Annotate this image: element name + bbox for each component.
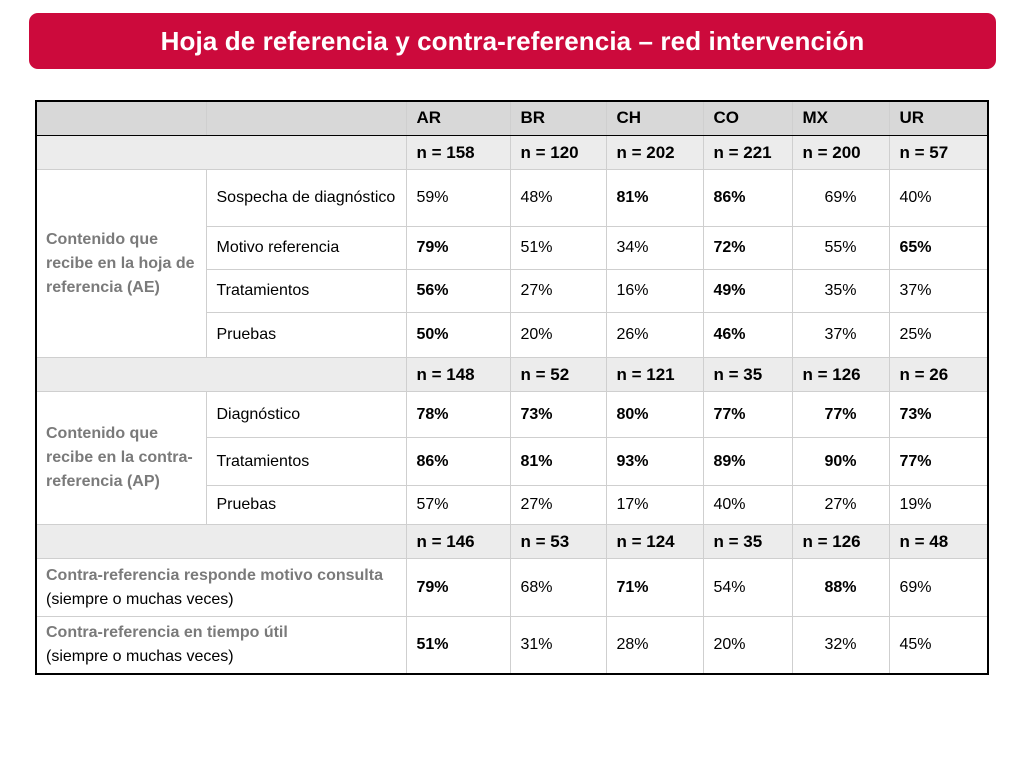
value-cell: 27% (510, 270, 606, 313)
table-row (36, 392, 988, 438)
value-cell: 93% (606, 438, 703, 486)
row-label: Tratamientos (206, 438, 406, 486)
n-blank (36, 358, 206, 392)
value-cell: 32% (792, 617, 889, 674)
value-cell: 49% (703, 270, 792, 313)
n-cell: n = 158 (406, 136, 510, 170)
n-cell: n = 57 (889, 136, 988, 170)
value-cell: 72% (703, 227, 792, 270)
value-cell: 68% (510, 559, 606, 617)
value-cell: 20% (510, 313, 606, 358)
value-cell: 55% (792, 227, 889, 270)
col-header: AR (406, 101, 510, 136)
value-cell: 86% (406, 438, 510, 486)
row-label-rest: (siempre o muchas veces) (46, 648, 234, 665)
value-cell: 34% (606, 227, 703, 270)
value-cell: 77% (792, 392, 889, 438)
value-cell: 27% (510, 486, 606, 525)
n-cell: n = 126 (792, 525, 889, 559)
data-table (36, 101, 988, 674)
value-cell: 89% (703, 438, 792, 486)
row-label: Diagnóstico (206, 392, 406, 438)
value-cell: 19% (889, 486, 988, 525)
row-label-bold: Contra-referencia en tiempo útil (46, 624, 288, 641)
n-blank (206, 358, 406, 392)
table-row (36, 559, 988, 617)
n-row (36, 358, 988, 392)
value-cell: 73% (889, 392, 988, 438)
header-blank (36, 101, 206, 136)
n-cell: n = 35 (703, 358, 792, 392)
row-label: Sospecha de diagnóstico (206, 170, 406, 227)
value-cell: 77% (703, 392, 792, 438)
value-cell: 35% (792, 270, 889, 313)
value-cell: 25% (889, 313, 988, 358)
table-row (36, 617, 988, 674)
n-row (36, 136, 988, 170)
value-cell: 73% (510, 392, 606, 438)
value-cell: 37% (792, 313, 889, 358)
col-header: UR (889, 101, 988, 136)
value-cell: 20% (703, 617, 792, 674)
value-cell: 88% (792, 559, 889, 617)
row-label-rest: (siempre o muchas veces) (46, 590, 234, 608)
value-cell: 65% (889, 227, 988, 270)
n-cell: n = 126 (792, 358, 889, 392)
n-cell: n = 148 (406, 358, 510, 392)
group-label-ae: Contenido que recibe en la hoja de referencia (AE) (36, 170, 206, 358)
header-blank (206, 101, 406, 136)
n-cell: n = 200 (792, 136, 889, 170)
row-label-bold: Contra-referencia responde motivo consulta (46, 566, 383, 584)
value-cell: 86% (703, 170, 792, 227)
n-cell: n = 26 (889, 358, 988, 392)
table-row (36, 170, 988, 227)
value-cell: 79% (406, 559, 510, 617)
n-row (36, 525, 988, 559)
n-cell: n = 53 (510, 525, 606, 559)
value-cell: 80% (606, 392, 703, 438)
value-cell: 59% (406, 170, 510, 227)
col-header: CH (606, 101, 703, 136)
value-cell: 71% (606, 559, 703, 617)
value-cell: 48% (510, 170, 606, 227)
col-header: CO (703, 101, 792, 136)
value-cell: 40% (889, 170, 988, 227)
n-cell: n = 35 (703, 525, 792, 559)
col-header: BR (510, 101, 606, 136)
n-cell: n = 202 (606, 136, 703, 170)
header-row (36, 101, 988, 136)
n-cell: n = 120 (510, 136, 606, 170)
n-cell: n = 221 (703, 136, 792, 170)
value-cell: 40% (703, 486, 792, 525)
n-cell: n = 52 (510, 358, 606, 392)
value-cell: 79% (406, 227, 510, 270)
col-header: MX (792, 101, 889, 136)
value-cell: 54% (703, 559, 792, 617)
value-cell: 17% (606, 486, 703, 525)
value-cell: 51% (510, 227, 606, 270)
value-cell: 28% (606, 617, 703, 674)
value-cell: 37% (889, 270, 988, 313)
n-blank (36, 525, 206, 559)
value-cell: 69% (889, 559, 988, 617)
n-blank (36, 136, 206, 170)
n-blank (206, 136, 406, 170)
row-label (36, 559, 406, 617)
value-cell: 69% (792, 170, 889, 227)
value-cell: 50% (406, 313, 510, 358)
value-cell: 16% (606, 270, 703, 313)
row-label: Pruebas (206, 313, 406, 358)
row-label: Motivo referencia (206, 227, 406, 270)
n-cell: n = 124 (606, 525, 703, 559)
row-label: Tratamientos (206, 270, 406, 313)
value-cell: 57% (406, 486, 510, 525)
value-cell: 81% (606, 170, 703, 227)
group-label-ap: Contenido que recibe en la contra-referencia (AP) (36, 392, 206, 525)
row-label: Pruebas (206, 486, 406, 525)
value-cell: 77% (889, 438, 988, 486)
title-banner (29, 13, 996, 69)
n-cell: n = 48 (889, 525, 988, 559)
n-cell: n = 146 (406, 525, 510, 559)
row-label (36, 617, 406, 674)
value-cell: 90% (792, 438, 889, 486)
value-cell: 26% (606, 313, 703, 358)
n-blank (206, 525, 406, 559)
value-cell: 81% (510, 438, 606, 486)
value-cell: 45% (889, 617, 988, 674)
value-cell: 27% (792, 486, 889, 525)
value-cell: 46% (703, 313, 792, 358)
page-title: Hoja de referencia y contra-referencia – red intervención (160, 25, 865, 56)
value-cell: 31% (510, 617, 606, 674)
value-cell: 56% (406, 270, 510, 313)
value-cell: 51% (406, 617, 510, 674)
value-cell: 78% (406, 392, 510, 438)
n-cell: n = 121 (606, 358, 703, 392)
